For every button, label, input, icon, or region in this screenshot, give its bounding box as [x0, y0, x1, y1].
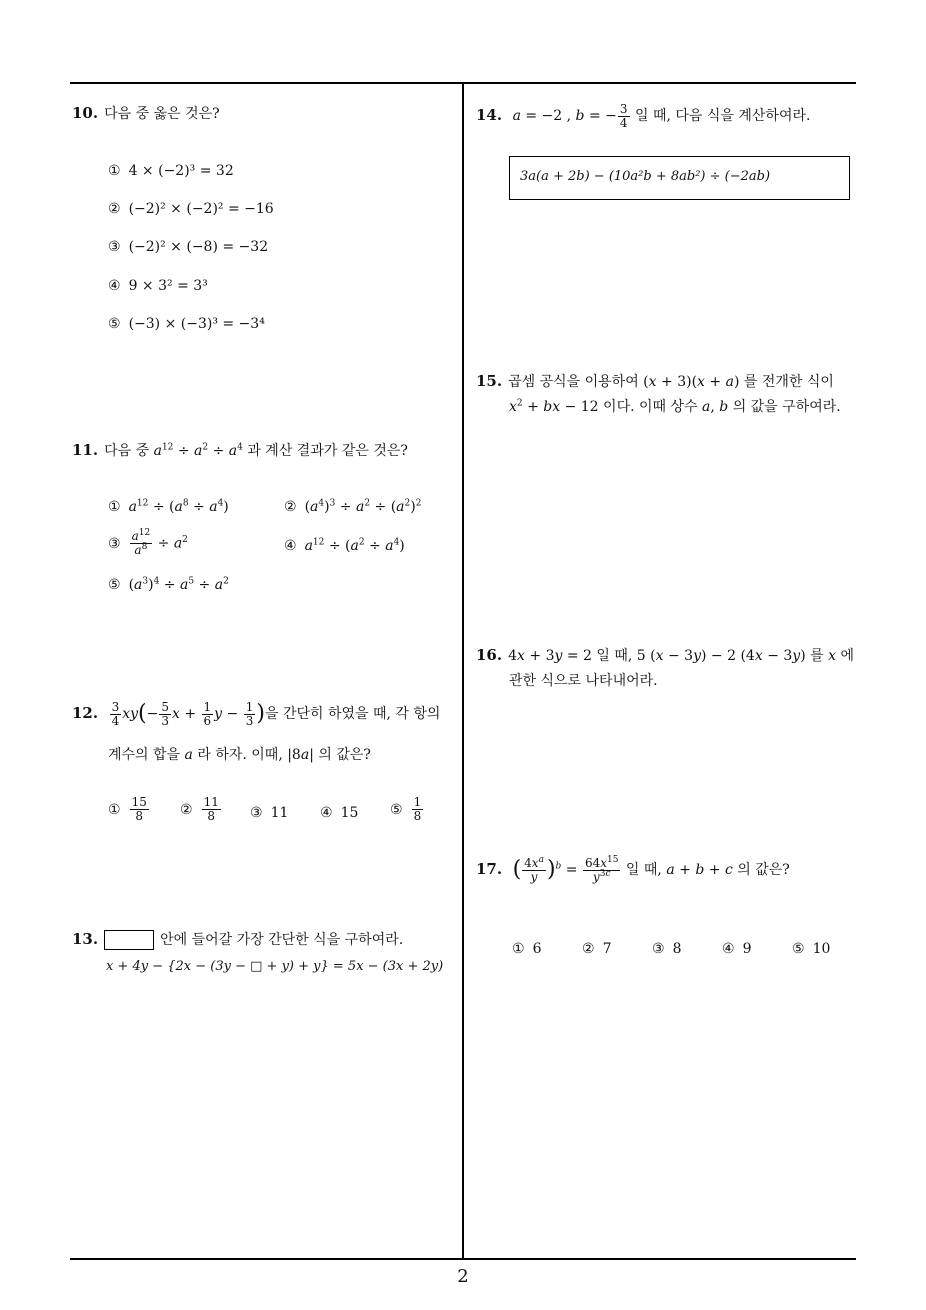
question-number: 13. [72, 930, 99, 948]
q11-choice-1[interactable]: ① $a^{12} \div (a^8 \div a^4)$ [108, 498, 229, 515]
choice-mark: ⑤ [108, 577, 121, 593]
q12-choice-2[interactable] [180, 796, 222, 823]
choice-mark: ① [512, 941, 525, 957]
choice-mark: ① [108, 499, 121, 515]
q11-choice-4[interactable]: ④ $a^{12} \div (a^2 \div a^4)$ [284, 537, 405, 554]
question-12 [72, 700, 440, 728]
question-number: 17. [476, 860, 503, 878]
q10-choice-1[interactable] [108, 160, 234, 182]
question-stem: 안에 들어갈 가장 간단한 식을 구하여라. [160, 932, 404, 948]
choice-mark: ⑤ [792, 941, 805, 957]
choice-mark: ③ [108, 239, 121, 255]
question-number: 12. [72, 704, 99, 722]
choice-mark: ② [180, 801, 193, 818]
choice-mark: ② [582, 941, 595, 957]
bottom-rule [70, 1258, 856, 1260]
stem-text: 에 [840, 648, 855, 664]
question-stem: 다음 중 옳은 것은? [104, 106, 220, 122]
stem-text: 라 하자. 이때, [197, 747, 283, 763]
choice-mark: ④ [722, 941, 735, 957]
choice-mark: ④ [320, 805, 333, 821]
q10-choice-2[interactable] [108, 198, 274, 220]
choice-expr: (−2)² × (−2)² = −16 [128, 201, 274, 217]
fraction-numerator: 1 [413, 795, 422, 809]
stem-text: 의 값을 구하여라. [732, 399, 841, 415]
fraction-numerator: 11 [203, 795, 219, 809]
q13-equation: x + 4y − {2x − (3y − □ + y) + y} = 5x − (3x + 2y) [106, 959, 444, 974]
question-number: 11. [72, 441, 99, 459]
stem-expression: $a^{12} \div a^2 \div a^4$ [153, 442, 243, 459]
q11-choice-5[interactable]: ⑤ $(a^3)^4 \div a^5 \div a^2$ [108, 576, 229, 593]
question-number: 16. [476, 646, 503, 664]
question-16: 16. 4x + 3y = 2 일 때, 5 (x − 3y) − 2 (4x − 3y) 를 x 에 [476, 646, 855, 664]
q17-choice-4[interactable] [722, 938, 751, 960]
choice-value: 7 [602, 941, 612, 957]
choice-mark: ① [108, 801, 121, 818]
choice-value: 9 [742, 941, 752, 957]
question-stem-prefix: 다음 중 [104, 443, 150, 459]
question-stem-suffix: 을 간단히 하였을 때, 각 항의 [264, 706, 441, 722]
choice-value: 11 [270, 805, 289, 821]
stem-text: 의 값은? [318, 747, 371, 763]
choice-value: 6 [532, 941, 542, 957]
q12-choice-1[interactable] [108, 796, 150, 823]
q10-choice-4[interactable] [108, 275, 208, 297]
q15-line-2: $x^2$ + bx − 12 이다. 이때 상수 a, b 의 값을 구하여라. [509, 398, 841, 415]
choice-mark: ④ [284, 538, 297, 554]
choice-mark: ③ [108, 535, 121, 552]
stem-text: 일 때, [596, 648, 633, 664]
q17-choice-3[interactable] [652, 938, 681, 960]
choice-value: 15 [340, 805, 359, 821]
fraction-denominator: 8 [135, 809, 144, 823]
question-number: 10. [72, 104, 99, 122]
q11-choice-2[interactable]: ② $(a^4)^3 \div a^2 \div (a^2)^2$ [284, 498, 422, 515]
stem-text: 를 [810, 648, 824, 664]
choice-mark: ③ [652, 941, 665, 957]
stem-text: 곱셈 공식을 이용하여 [508, 374, 639, 390]
stem-text: 계수의 합을 [108, 747, 181, 763]
q17-choice-1[interactable] [512, 938, 541, 960]
question-15: 15. 곱셈 공식을 이용하여 (x + 3)(x + a) 를 전개한 식이 [476, 372, 834, 390]
stem-expression: a = −2 , b = − $\frac{3}{4}$ [512, 101, 628, 130]
choice-expr: (−2)² × (−8) = −32 [128, 239, 269, 255]
question-14 [476, 102, 810, 130]
question-stem-suffix: 일 때, 다음 식을 계산하여라. [634, 108, 811, 124]
stem-text: 를 전개한 식이 [743, 374, 834, 390]
question-10 [72, 100, 220, 127]
question-13 [72, 926, 403, 953]
choice-value: 10 [812, 941, 831, 957]
choice-mark: ① [108, 163, 121, 179]
q17-choice-2[interactable] [582, 938, 611, 960]
choice-mark: ⑤ [390, 801, 403, 818]
question-number: 14. [476, 106, 503, 124]
page-number: 2 [457, 1266, 469, 1287]
stem-text: 이다. 이때 상수 [603, 399, 698, 415]
q10-choice-5[interactable] [108, 313, 265, 335]
choice-mark: ② [284, 499, 297, 515]
answer-blank-box[interactable] [104, 930, 154, 950]
question-11 [72, 437, 408, 464]
fraction-numerator: 15 [131, 795, 147, 809]
choice-mark: ② [108, 201, 121, 217]
q10-choice-3[interactable] [108, 236, 268, 258]
choice-mark: ④ [108, 278, 121, 294]
stem-expression: ( $\frac{4x^a}{y}$ )$^b$ = $\frac{64x^{15}}{y^{3c}}$ [512, 854, 619, 884]
question-17: 17. ( $\frac{4x^a}{y}$ )$^b$ = $\frac{64x^{15}}{y^{3c}}$ 일 때, a + b + c 의 값은? [476, 854, 790, 884]
q16-line-2: 관한 식으로 나타내어라. [509, 673, 658, 689]
choice-expr: (−3) × (−3)³ = −3⁴ [128, 316, 265, 332]
question-stem-suffix: 과 계산 결과가 같은 것은? [247, 443, 408, 459]
fraction-denominator: 8 [207, 809, 216, 823]
choice-expr: 9 × 3² = 3³ [128, 278, 208, 294]
q12-line-2: 계수의 합을 a 라 하자. 이때, |8a| 의 값은? [108, 747, 371, 763]
stem-expression: $\frac{3}{4}$ xy(− $\frac{5}{3}$ x + $\frac{1}{6}$ y − $\frac{1}{3}$ ) [111, 699, 265, 728]
stem-text: 일 때, [625, 862, 662, 878]
choice-expr: 4 × (−2)³ = 32 [128, 163, 234, 179]
q12-choice-3[interactable] [250, 802, 288, 824]
question-number: 15. [476, 372, 503, 390]
column-divider [462, 82, 464, 1259]
choice-mark: ⑤ [108, 316, 121, 332]
q17-choice-5[interactable] [792, 938, 830, 960]
fraction-denominator: 8 [413, 809, 422, 823]
q14-boxed-expression: 3a(a + 2b) − (10a²b + 8ab²) ÷ (−2ab) [520, 169, 771, 184]
choice-mark: ③ [250, 805, 263, 821]
choice-value: 8 [672, 941, 682, 957]
q11-choice-3[interactable]: ③ $\frac{a^{12}}{a^8}$ ÷ $a^2$ [108, 528, 188, 557]
q12-choice-4[interactable] [320, 802, 358, 824]
stem-text: 의 값은? [737, 862, 790, 878]
q12-choice-5[interactable] [390, 796, 424, 823]
